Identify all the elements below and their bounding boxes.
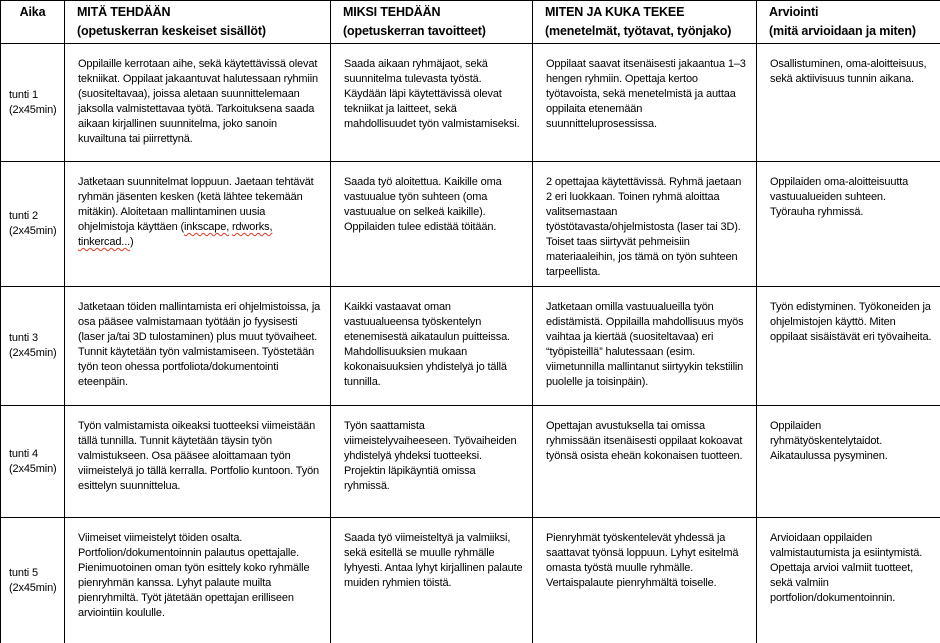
time-cell xyxy=(1,44,65,162)
lesson-number: tunti 4 xyxy=(9,447,38,460)
lesson-duration: (2x45min) xyxy=(9,582,57,595)
cell-text: Pienryhmät työskentelevät yhdessä ja saattavat työnsä loppuun. Lyhyt esitelmä omasta työstä muulle ryhmälle. Vertaispalaute pienryhmältä toiselle. xyxy=(546,532,739,589)
mita-cell xyxy=(65,406,331,518)
column-title: MITEN JA KUKA TEKEE xyxy=(545,5,685,19)
arviointi-cell xyxy=(757,162,940,287)
time-cell xyxy=(1,287,65,406)
column-subtitle: (mitä arvioidaan ja miten) xyxy=(769,24,916,38)
cell-text: Oppilaille kerrotaan aihe, sekä käytettävissä olevat tekniikat. Oppilaat jakaantuvat halutessaan ryhmiin (suositeltavaa), joissa aletaan suunnittelemaan jaksolla valmistettavaa työtä. Tarkoituksena saada aikaan kirjallinen suunnitelma, joko sanoin kuvailtuna tai piirrettynä. xyxy=(78,58,318,145)
cell-text: Oppilaiden ryhmätyöskentelytaidot. Aikataulussa pysyminen. xyxy=(770,420,888,462)
cell-text: Opettajan avustuksella tai omissa ryhmissään itsenäisesti oppilaat kokoavat työnsä osista eheän kokonaisen tuotteen. xyxy=(546,420,743,462)
lesson-duration: (2x45min) xyxy=(9,103,57,116)
column-header-miten xyxy=(533,1,757,44)
cell-text: Viimeiset viimeistelyt töiden osalta. Portfolion/dokumentoinnin palautus opettajalle. Pienimuotoinen oman työn esittely koko ryhmälle pienryhmän kanssa. Lyhyt palaute muilta pienryhmiltä. Työt jätetään opettajan erilliseen arviointiin koululle. xyxy=(78,532,310,619)
column-subtitle: (opetuskerran tavoitteet) xyxy=(343,24,486,38)
cell-text: Jatketaan töiden mallintamista eri ohjelmistoissa, ja osa pääsee valmistamaan työtään jo fyysisesti (laser ja/tai 3D tulostaminen) plus muut työvaiheet. Tunnit käytetään työn valmistamiseen. Työstetään työn teon ohessa portfoliota/dokumentointi eteenpäin. xyxy=(78,301,321,388)
column-header-miksi xyxy=(331,1,533,44)
lesson-duration: (2x45min) xyxy=(9,347,57,359)
time-cell xyxy=(1,518,65,643)
lesson-number: tunti 3 xyxy=(9,332,38,344)
arviointi-cell xyxy=(757,406,940,518)
time-cell xyxy=(1,406,65,518)
column-header-mita xyxy=(65,1,331,44)
mita-cell xyxy=(65,287,331,406)
mita-cell xyxy=(65,518,331,643)
column-title: MIKSI TEHDÄÄN xyxy=(343,5,441,19)
cell-text: Oppilaat saavat itsenäisesti jakaantua 1–3 hengen ryhmiin. Opettaja kertoo työtavoista, sekä menetelmistä ja auttaa oppilaita etenemään suunnitteluprosessissa. xyxy=(546,58,746,130)
miten-cell xyxy=(533,406,757,518)
cell-text: Kaikki vastaavat oman vastuualueensa työskentelyn etenemisestä aikataulun puitteissa. Mahdollisuuksien mukaan kokonaisuuksien yhdistelyä jo tällä tunnilla. xyxy=(344,301,510,388)
cell-text-with-spellcheck: Jatketaan suunnitelmat loppuun. Jaetaan tehtävät ryhmän jäsenten kesken (ketä lähtee tekemään mitäkin). Aloitetaan mallintaminen uusia ohjelmistoja käyttäen (inkscape, rdworks, tinkercad...) xyxy=(78,176,314,248)
cell-text: Työn edistyminen. Työkoneiden ja ohjelmistojen käyttö. Miten oppilaat sisäistävät eri työvaiheita. xyxy=(770,301,932,343)
miten-cell xyxy=(533,518,757,643)
miten-cell xyxy=(533,287,757,406)
misspelled-word: rdworks, xyxy=(232,221,273,233)
misspelled-word: inkscape, xyxy=(184,221,230,233)
cell-text: Oppilaiden oma-aloitteisuutta vastuualueiden suhteen. Työrauha ryhmissä. xyxy=(770,176,909,218)
cell-text: Saada aikaan ryhmäjaot, sekä suunnitelma tulevasta työstä. Käydään läpi käytettävissä olevat tekniikat ja laitteet, sekä mahdollisuudet työn valmistamiseksi. xyxy=(344,58,520,130)
lesson-duration: (2x45min) xyxy=(9,462,57,475)
arviointi-cell xyxy=(757,44,940,162)
lesson-number: tunti 2 xyxy=(9,210,38,222)
column-subtitle: (opetuskerran keskeiset sisällöt) xyxy=(77,24,266,38)
lesson-number: tunti 1 xyxy=(9,88,38,101)
table-row-tunti-3 xyxy=(1,287,940,406)
miksi-cell xyxy=(331,44,533,162)
column-subtitle: (menetelmät, työtavat, työnjako) xyxy=(545,24,732,38)
cell-text: Saada työ aloitettua. Kaikille oma vastuualue työn suhteen (oma vastuualue on selkeä kaikille). Oppilaiden tulee edistää töitään. xyxy=(344,176,502,233)
column-title: Aika xyxy=(19,5,46,19)
time-cell xyxy=(1,162,65,287)
arviointi-cell xyxy=(757,287,940,406)
miksi-cell xyxy=(331,406,533,518)
lesson-number: tunti 5 xyxy=(9,567,38,580)
column-header-aika xyxy=(1,1,65,44)
miten-cell xyxy=(533,44,757,162)
table-row-tunti-2 xyxy=(1,162,940,287)
cell-text: Saada työ viimeisteltyä ja valmiiksi, sekä esitellä se muulle ryhmälle lyhyesti. Antaa lyhyt kirjallinen palaute muiden ryhmien töistä. xyxy=(344,532,523,589)
column-title: MITÄ TEHDÄÄN xyxy=(77,5,171,19)
table-row-tunti-5 xyxy=(1,518,940,643)
cell-text: Arvioidaan oppilaiden valmistautumista ja esiintymistä. Opettaja arvioi valmiit tuotteet, sekä valmiin portfolion/dokumentoinnin. xyxy=(770,532,923,604)
table-header-row xyxy=(1,1,940,44)
miksi-cell xyxy=(331,287,533,406)
misspelled-word: tinkercad... xyxy=(78,236,131,248)
cell-text: Jatketaan omilla vastuualueilla työn edistämistä. Oppilailla mahdollisuus myös vaihtaa ja kiertää (suositeltavaa) eri “työpisteillä” halutessaan (esim. viimetunnilla mallintanut siirtyykin tekstiilin puolelle ja toisinpäin). xyxy=(546,301,744,388)
mita-cell xyxy=(65,44,331,162)
arviointi-cell xyxy=(757,518,940,643)
table-row-tunti-1 xyxy=(1,44,940,162)
cell-text: Osallistuminen, oma-aloitteisuus, sekä aktiivisuus tunnin aikana. xyxy=(770,58,927,85)
miten-cell xyxy=(533,162,757,287)
miksi-cell xyxy=(331,518,533,643)
cell-text: 2 opettajaa käytettävissä. Ryhmä jaetaan 2 eri luokkaan. Toinen ryhmä aloittaa valitsemastaan työstötavasta/ohjelmistosta (laser tai 3D). Toiset taas siirtyvät pehmeisiin materiaaleihin, jos tämä on työn suhteen tarpeellista. xyxy=(546,176,742,278)
cell-text: Työn valmistamista oikeaksi tuotteeksi viimeistään tällä tunnilla. Tunnit käytetään täysin työn valmistukseen. Osa pääsee aloittamaan työn viimeistelyä jo tällä kerralla. Portfolio kuntoon. Työn esittelyn suunnittelua. xyxy=(78,420,320,492)
column-title: Arviointi xyxy=(769,5,819,19)
miksi-cell xyxy=(331,162,533,287)
column-header-arviointi xyxy=(757,1,940,44)
mita-cell xyxy=(65,162,331,287)
table-row-tunti-4 xyxy=(1,406,940,518)
cell-text: Työn saattamista viimeistelyvaiheeseen. Työvaiheiden yhdistelyä yhdeksi tuotteeksi. Projektin läpikäyntiä omissa ryhmissä. xyxy=(344,420,517,492)
lesson-duration: (2x45min) xyxy=(9,225,57,237)
